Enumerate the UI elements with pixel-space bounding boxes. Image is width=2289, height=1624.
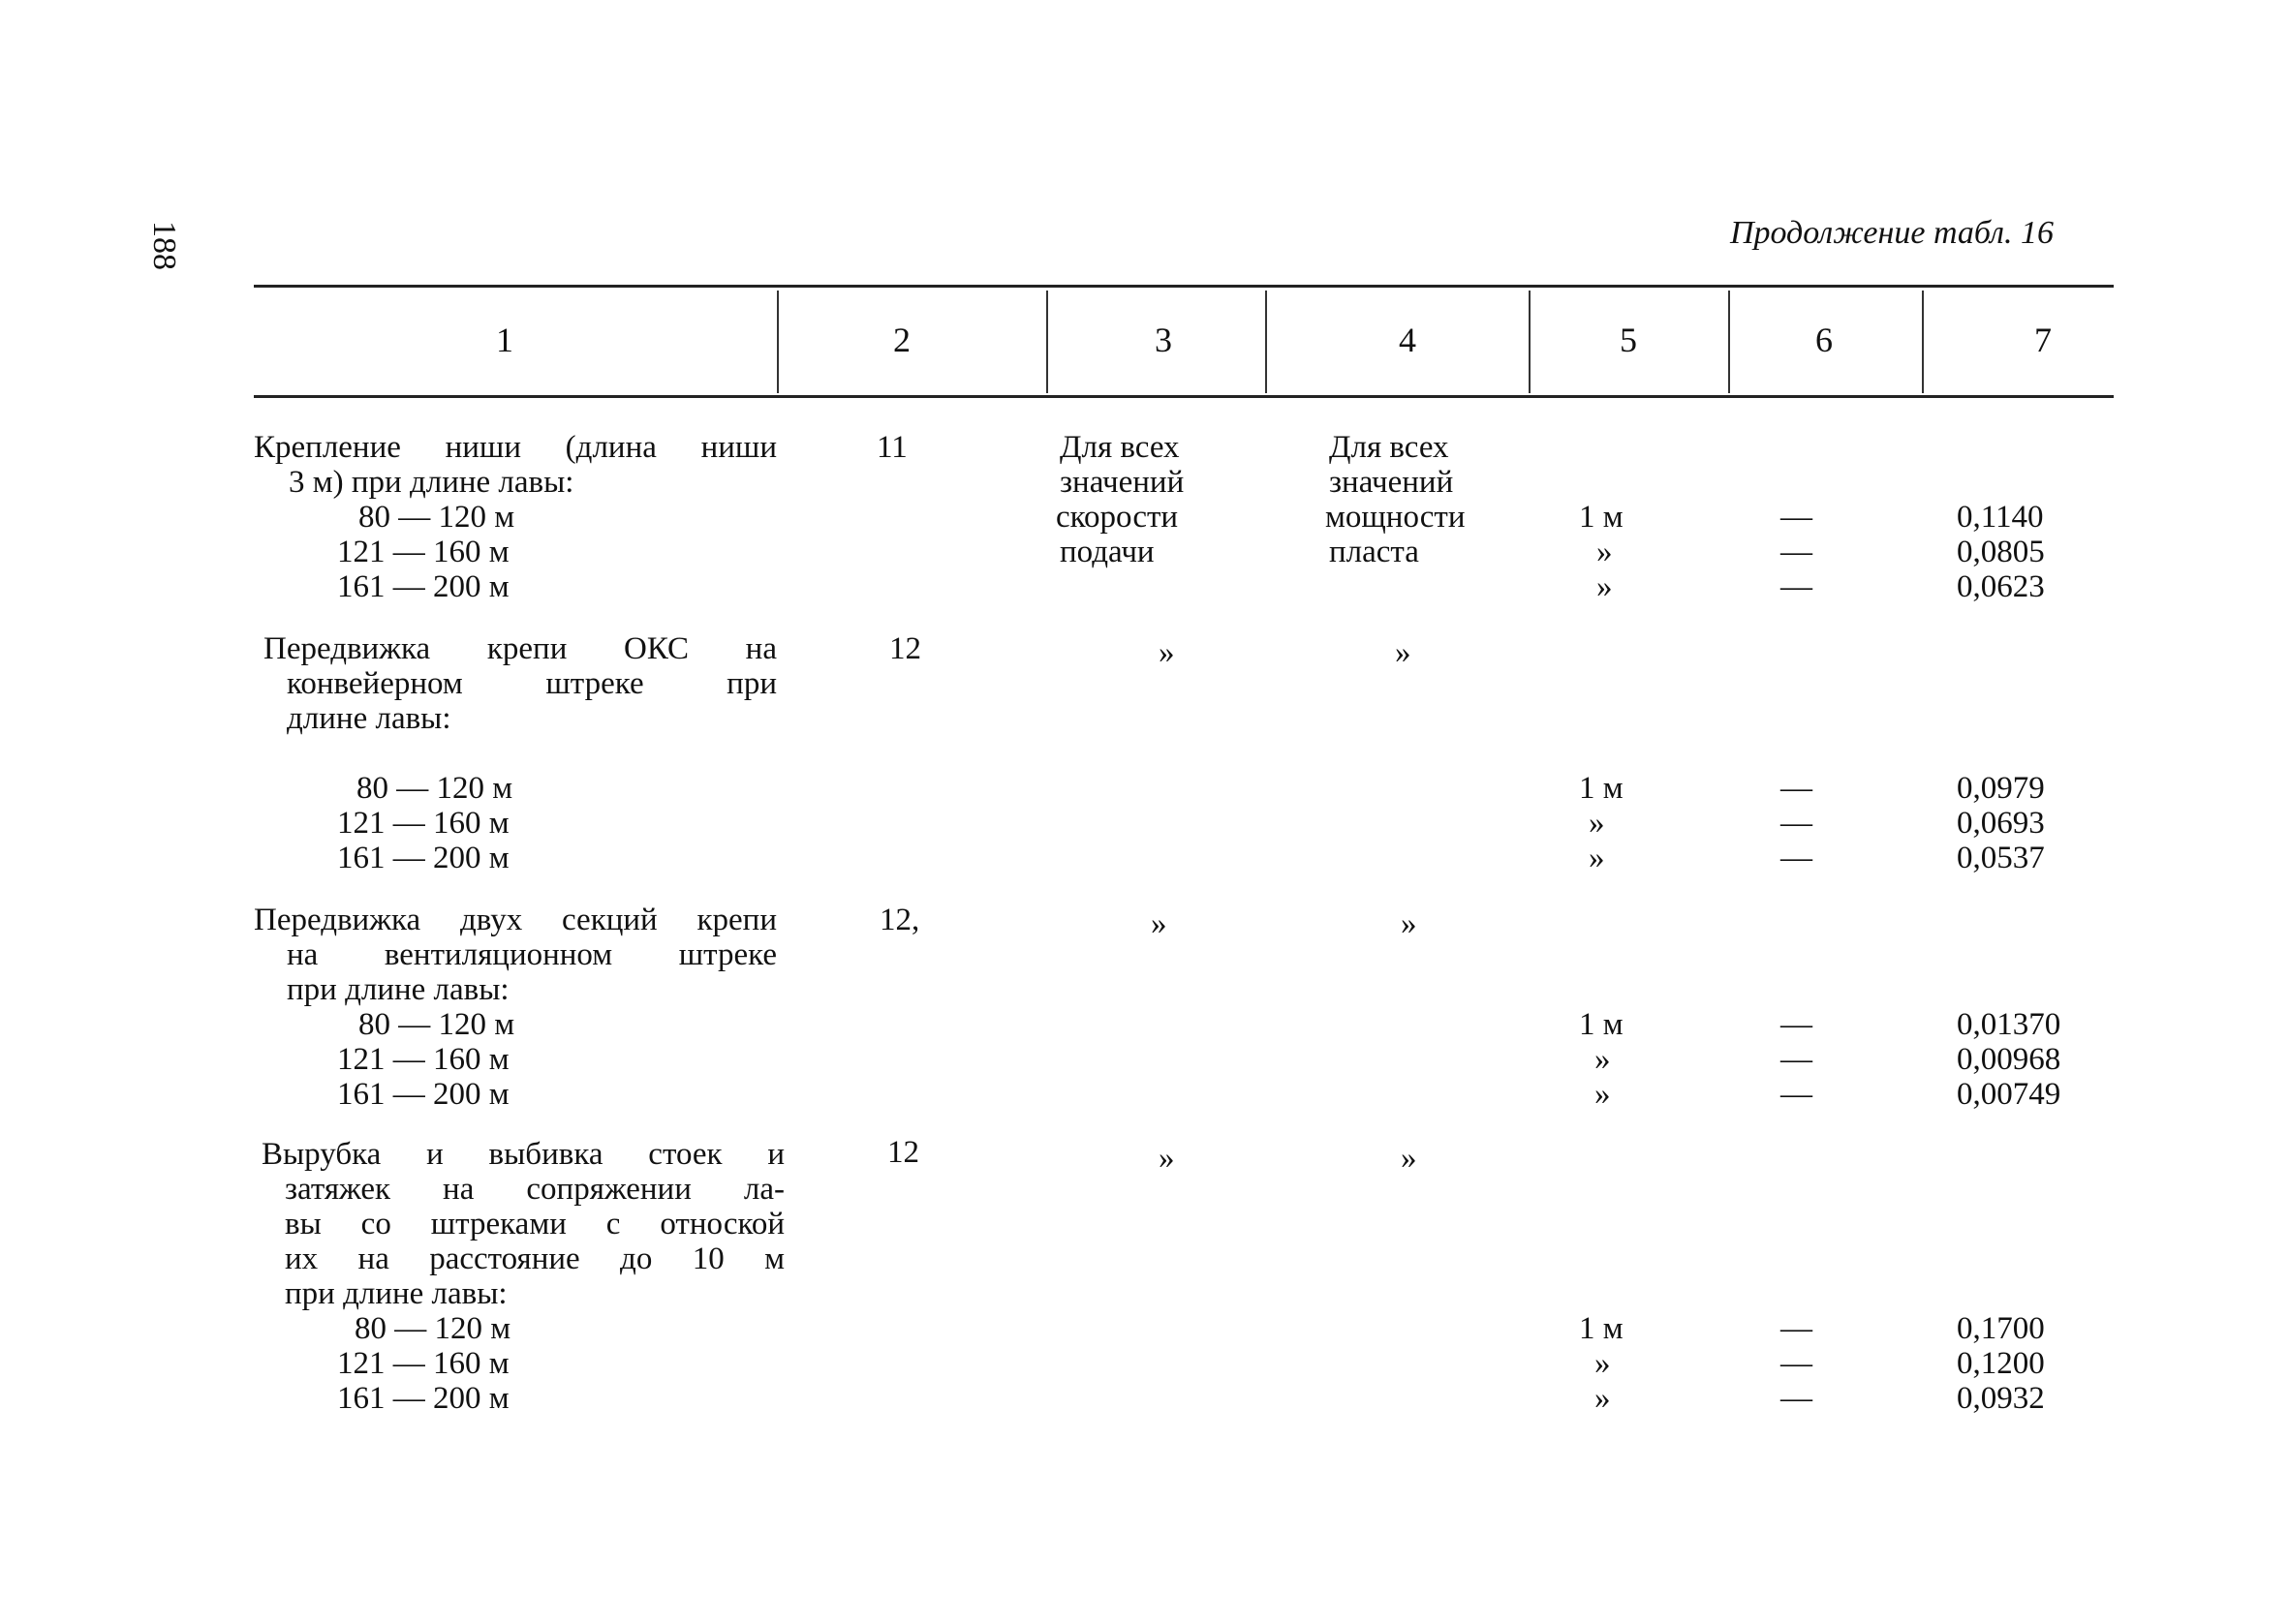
cell-thickness: » (1401, 906, 1417, 941)
cell-unit: » (1594, 1042, 1611, 1077)
table-row-description: Передвижка двух секций крепи на вентиляционном штреке при длине лавы: 80 — 120 м 121 — 160 м 161 — 200 м (254, 903, 777, 1112)
cell-value: 0,00749 (1957, 1077, 2061, 1112)
table-row-description: Вырубка и выбивка стоек и затяжек на сопряжении ла- вы со штреками с отноской их на расстояние до 10 м при длине лавы: 80 — 120 м 121 — 160 м 161 — 200 м (262, 1137, 785, 1416)
cell-unit: » (1594, 1346, 1611, 1381)
cell-value: 0,0979 (1957, 771, 2045, 806)
column-header-3: 3 (1155, 321, 1172, 359)
column-header-1: 1 (496, 321, 513, 359)
cell-unit: » (1594, 1077, 1611, 1112)
cell-speed: » (1159, 1141, 1175, 1176)
cell-unit: 1 м (1579, 500, 1624, 535)
cell-value: 0,00968 (1957, 1042, 2061, 1077)
cell-dash: — (1780, 569, 1812, 604)
cell-value: 0,1140 (1957, 500, 2044, 535)
cell-value: 0,01370 (1957, 1007, 2061, 1042)
cell-unit: 1 м (1579, 1007, 1624, 1042)
cell-unit: » (1589, 806, 1605, 841)
column-divider (1046, 291, 1048, 393)
cell-dash: — (1780, 806, 1812, 841)
cell-value: 0,1700 (1957, 1311, 2045, 1346)
cell-value: 0,0537 (1957, 841, 2045, 875)
table-row-subitems: 80 — 120 м 121 — 160 м 161 — 200 м (337, 771, 513, 875)
cell-thickness: Для всех значений мощности пласта (1325, 430, 1466, 569)
cell-speed: » (1159, 635, 1175, 670)
cell-unit: 1 м (1579, 1311, 1624, 1346)
cell-num: 12, (880, 903, 920, 937)
column-divider (1728, 291, 1730, 393)
cell-speed: Для всех значений скорости подачи (1056, 430, 1185, 569)
cell-unit: » (1589, 841, 1605, 875)
column-header-5: 5 (1620, 321, 1637, 359)
column-divider (1265, 291, 1267, 393)
table-caption: Продолжение табл. 16 (1729, 215, 2054, 251)
cell-value: 0,0805 (1957, 535, 2045, 569)
cell-dash: — (1780, 1042, 1812, 1077)
cell-unit: 1 м (1579, 771, 1624, 806)
cell-dash: — (1780, 535, 1812, 569)
cell-thickness: » (1401, 1141, 1417, 1176)
column-divider (1922, 291, 1924, 393)
column-header-6: 6 (1815, 321, 1833, 359)
cell-dash: — (1780, 500, 1812, 535)
cell-speed: » (1151, 906, 1167, 941)
cell-value: 0,0623 (1957, 569, 2045, 604)
cell-dash: — (1780, 1311, 1812, 1346)
cell-unit: » (1594, 1381, 1611, 1416)
cell-value: 0,0932 (1957, 1381, 2045, 1416)
cell-thickness: » (1395, 635, 1411, 670)
cell-dash: — (1780, 1346, 1812, 1381)
column-divider (777, 291, 779, 393)
cell-num: 12 (889, 631, 921, 666)
cell-dash: — (1780, 1007, 1812, 1042)
table-top-rule (254, 285, 2114, 288)
cell-value: 0,1200 (1957, 1346, 2045, 1381)
page-number: 188 (146, 221, 182, 270)
table-row-description: Передвижка крепи ОКС на конвейерном штреке при длине лавы: (263, 631, 777, 736)
cell-unit: » (1596, 569, 1613, 604)
cell-num: 11 (877, 430, 908, 465)
cell-unit: » (1596, 535, 1613, 569)
cell-dash: — (1780, 1077, 1812, 1112)
table-header-rule (254, 395, 2114, 398)
column-header-4: 4 (1399, 321, 1416, 359)
cell-value: 0,0693 (1957, 806, 2045, 841)
column-header-7: 7 (2034, 321, 2052, 359)
column-header-2: 2 (893, 321, 911, 359)
cell-dash: — (1780, 841, 1812, 875)
column-divider (1529, 291, 1531, 393)
cell-dash: — (1780, 1381, 1812, 1416)
table-row-description: Крепление ниши (длина ниши 3 м) при длине лавы: 80 — 120 м 121 — 160 м 161 — 200 м (254, 430, 777, 604)
cell-dash: — (1780, 771, 1812, 806)
cell-num: 12 (887, 1135, 919, 1170)
